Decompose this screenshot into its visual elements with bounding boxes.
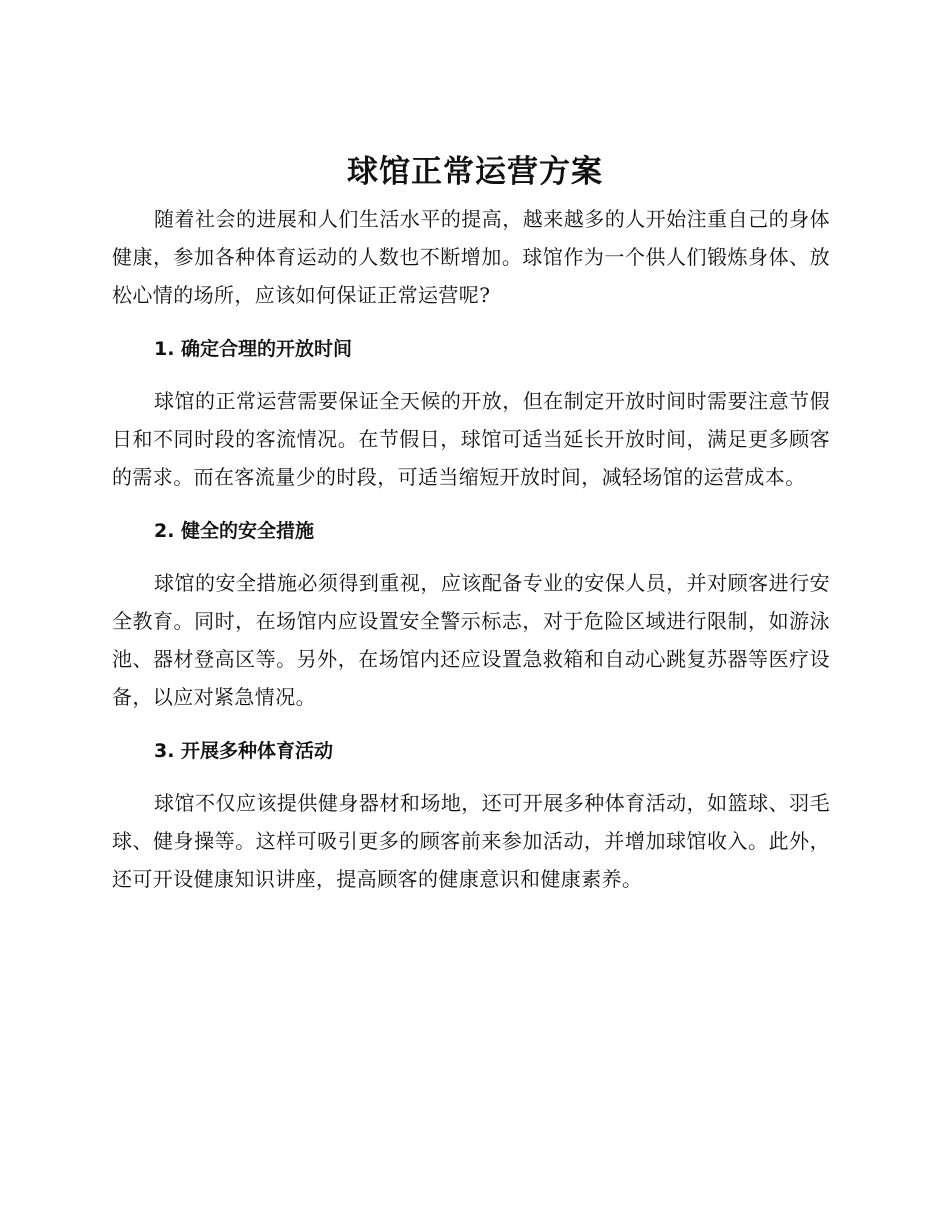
- document-body: [112, 200, 830, 898]
- section-paragraph-1: 球馆的正常运营需要保证全天候的开放，但在制定开放时间时需要注意节假日和不同时段的客流情况。在节假日，球馆可适当延长开放时间，满足更多顾客的需求。而在客流量少的时段，可适当缩短开放时间，减轻场馆的运营成本。: [112, 389, 830, 489]
- section-heading-3: 3. 开展多种体育活动: [154, 740, 334, 762]
- document-title: 球馆正常运营方案: [347, 154, 603, 190]
- section-heading-2: 2. 健全的安全措施: [154, 520, 315, 542]
- section-heading-1: 1. 确定合理的开放时间: [154, 338, 353, 360]
- section-paragraph-2: 球馆的安全措施必须得到重视，应该配备专业的安保人员，并对顾客进行安全教育。同时，在场馆内应设置安全警示标志，对于危险区域进行限制，如游泳池、器材登高区等。另外，在场馆内还应设置急救箱和自动心跳复苏器等医疗设备，以应对紧急情况。: [112, 571, 830, 709]
- intro-paragraph: 随着社会的进展和人们生活水平的提高，越来越多的人开始注重自己的身体健康，参加各种体育运动的人数也不断增加。球馆作为一个供人们锻炼身体、放松心情的场所，应该如何保证正常运营呢?: [112, 207, 830, 307]
- section-paragraph-3: 球馆不仅应该提供健身器材和场地，还可开展多种体育活动，如篮球、羽毛球、健身操等。这样可吸引更多的顾客前来参加活动，并增加球馆收入。此外，还可开设健康知识讲座，提高顾客的健康意识和健康素养。: [112, 791, 830, 891]
